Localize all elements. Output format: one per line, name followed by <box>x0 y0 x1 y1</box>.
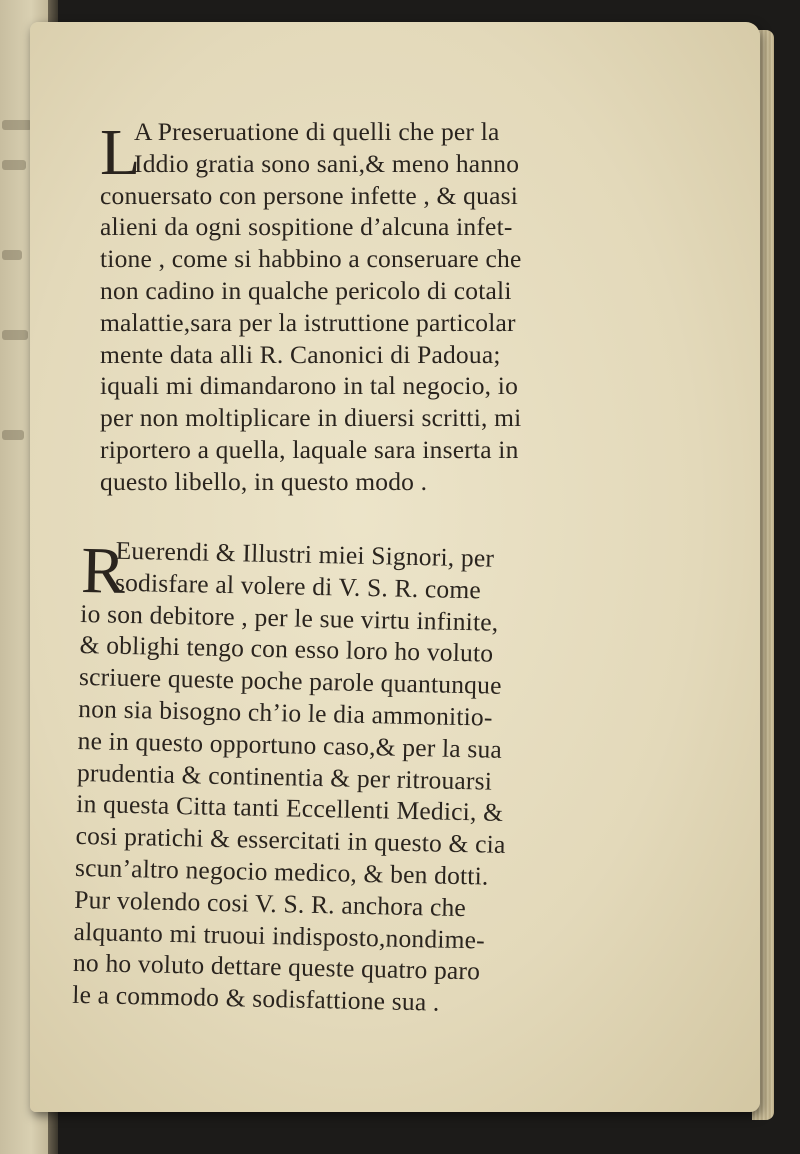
text-line: Euerendi & Illustri miei Signori, per <box>115 535 495 573</box>
text-line: Pur volendo cosi V. S. R. anchora che <box>74 884 467 922</box>
text-line: no ho voluto dettare queste quatro paro <box>72 948 481 986</box>
text-line: tione , come si habbino a conseruare che <box>100 244 522 274</box>
dropcap-r: R <box>80 534 127 608</box>
text-line: & oblighi tengo con esso loro ho voluto <box>79 630 494 669</box>
text-line: riportero a quella, laquale sara inserta in <box>100 434 519 464</box>
text-line: in questa Citta tanti Eccellenti Medici, & <box>76 789 504 828</box>
text-line: per non moltiplicare in diuersi scritti, mi <box>100 403 522 433</box>
paragraph-letter <box>72 534 556 1021</box>
dropcap-l: L <box>100 116 141 189</box>
text-line: cosi pratichi & essercitati in questo & cia <box>75 821 506 860</box>
text-line: prudentia & continentia & per ritrouarsi <box>76 757 493 796</box>
text-line: malattie,sara per la istruttione particolar <box>100 307 516 337</box>
paragraph-preservation <box>100 116 570 498</box>
text-line: non sia bisogno ch’io le dia ammonitio- <box>78 693 493 732</box>
text-line: A Preseruatione di quelli che per la <box>134 117 500 146</box>
text-line: non cadino in qualche pericolo di cotali <box>100 275 512 305</box>
text-line: io son debitore , per le sue virtu infinite, <box>80 598 499 637</box>
text-line: Iddio gratia sono sani,& meno hanno <box>134 148 520 178</box>
text-line: alquanto mi truoui indisposto,nondime- <box>73 916 486 955</box>
text-line: scriuere queste poche parole quantunque <box>78 662 502 701</box>
text-line: questo libello, in questo modo . <box>100 466 428 496</box>
text-line: sodisfare al volere di V. S. R. come <box>114 567 482 605</box>
text-line: alieni da ogni sospitione d’alcuna infet- <box>100 212 513 242</box>
text-line: ne in questo opportuno caso,& per la sua <box>77 725 503 764</box>
text-line: conuersato con persone infette , & quasi <box>100 180 518 210</box>
text-line: le a commodo & sodisfattione sua . <box>72 980 440 1017</box>
text-line: iquali mi dimandarono in tal negocio, io <box>100 371 519 401</box>
text-line: scun’altro negocio medico, & ben dotti. <box>74 852 489 891</box>
text-line: mente data alli R. Canonici di Padoua; <box>100 339 501 369</box>
